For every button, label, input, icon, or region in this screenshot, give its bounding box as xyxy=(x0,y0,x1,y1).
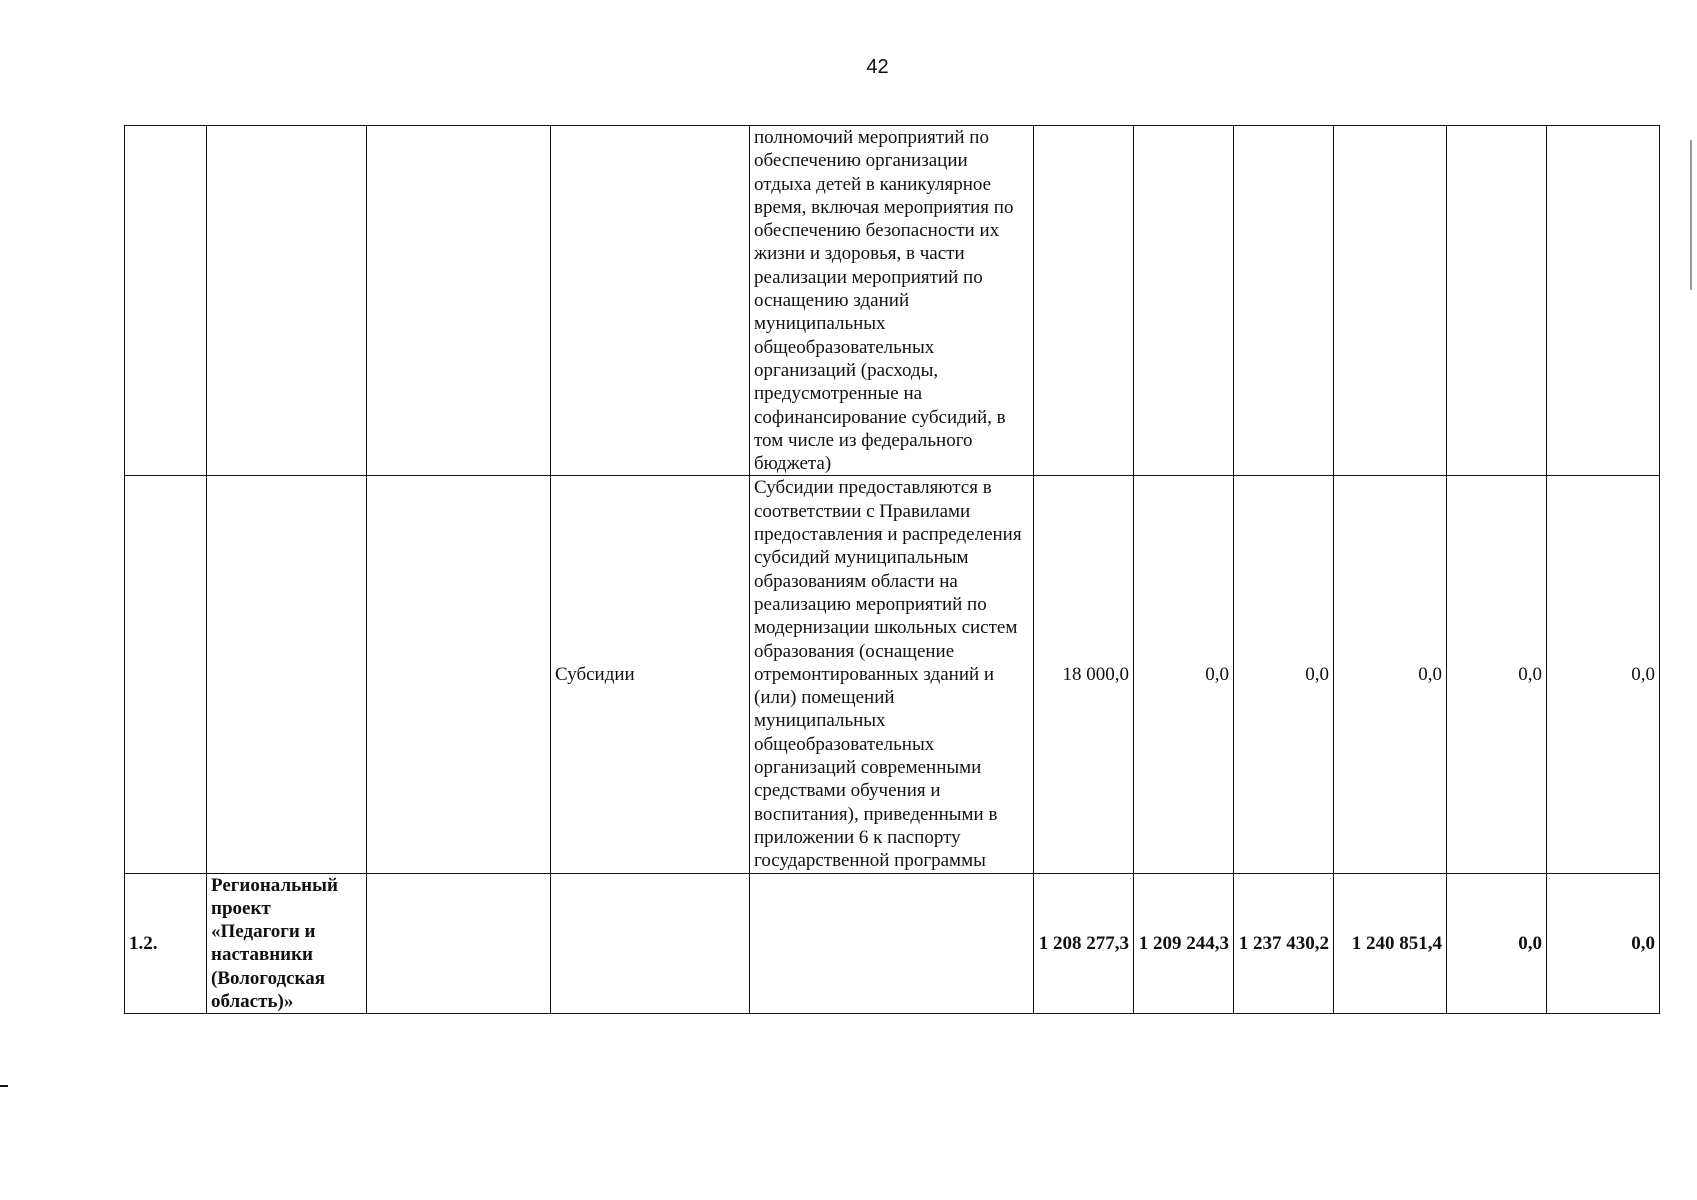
table-row xyxy=(125,873,1660,1014)
value-cell xyxy=(1447,126,1547,476)
row-number-cell: 1.2. xyxy=(125,873,207,1014)
support-type-cell: Субсидии xyxy=(551,476,750,873)
description-cell: полномочий мероприятий по обеспечению организации отдыха детей в каникулярное время, включая мероприятия по обеспечению безопасности их жизни и здоровья, в части реализации мероприятий по оснащению зданий муниципальных общеобразовательных организаций (расходы, предусмотренные на софинансирование субсидий, в том числе из федерального бюджета) xyxy=(750,126,1034,476)
value-cell xyxy=(1134,126,1234,476)
support-type-cell xyxy=(551,873,750,1014)
value-cell: 0,0 xyxy=(1547,873,1660,1014)
executor-cell xyxy=(367,476,551,873)
value-cell: 0,0 xyxy=(1447,476,1547,873)
description-cell xyxy=(750,873,1034,1014)
value-cell xyxy=(1547,126,1660,476)
table-row xyxy=(125,126,1660,476)
value-cell xyxy=(1334,126,1447,476)
executor-cell xyxy=(367,126,551,476)
value-cell: 0,0 xyxy=(1334,476,1447,873)
scan-edge-mark xyxy=(1690,140,1692,290)
project-name-cell xyxy=(207,476,367,873)
value-cell: 1 237 430,2 xyxy=(1234,873,1334,1014)
value-cell: 1 240 851,4 xyxy=(1334,873,1447,1014)
row-number-cell xyxy=(125,126,207,476)
project-name-cell: Региональный проект «Педагоги и наставники (Вологодская область)» xyxy=(207,873,367,1014)
value-cell: 0,0 xyxy=(1447,873,1547,1014)
value-cell: 0,0 xyxy=(1134,476,1234,873)
value-cell: 1 209 244,3 xyxy=(1134,873,1234,1014)
support-type-cell xyxy=(551,126,750,476)
description-cell: Субсидии предоставляются в соответствии с Правилами предоставления и распределения субсидий муниципальным образованиям области на реализацию мероприятий по модернизации школьных систем образования (оснащение отремонтированных зданий и (или) помещений муниципальных общеобразовательных организаций современными средствами обучения и воспитания), приведенными в приложении 6 к паспорту государственной программы xyxy=(750,476,1034,873)
value-cell: 0,0 xyxy=(1547,476,1660,873)
value-cell: 18 000,0 xyxy=(1034,476,1134,873)
page-number: 42 xyxy=(866,56,889,78)
table-row xyxy=(125,476,1660,873)
value-cell xyxy=(1034,126,1134,476)
executor-cell xyxy=(367,873,551,1014)
value-cell xyxy=(1234,126,1334,476)
value-cell: 1 208 277,3 xyxy=(1034,873,1134,1014)
scan-edge-mark xyxy=(0,1085,8,1087)
project-name-cell xyxy=(207,126,367,476)
row-number-cell xyxy=(125,476,207,873)
value-cell: 0,0 xyxy=(1234,476,1334,873)
program-table xyxy=(124,125,1660,1014)
